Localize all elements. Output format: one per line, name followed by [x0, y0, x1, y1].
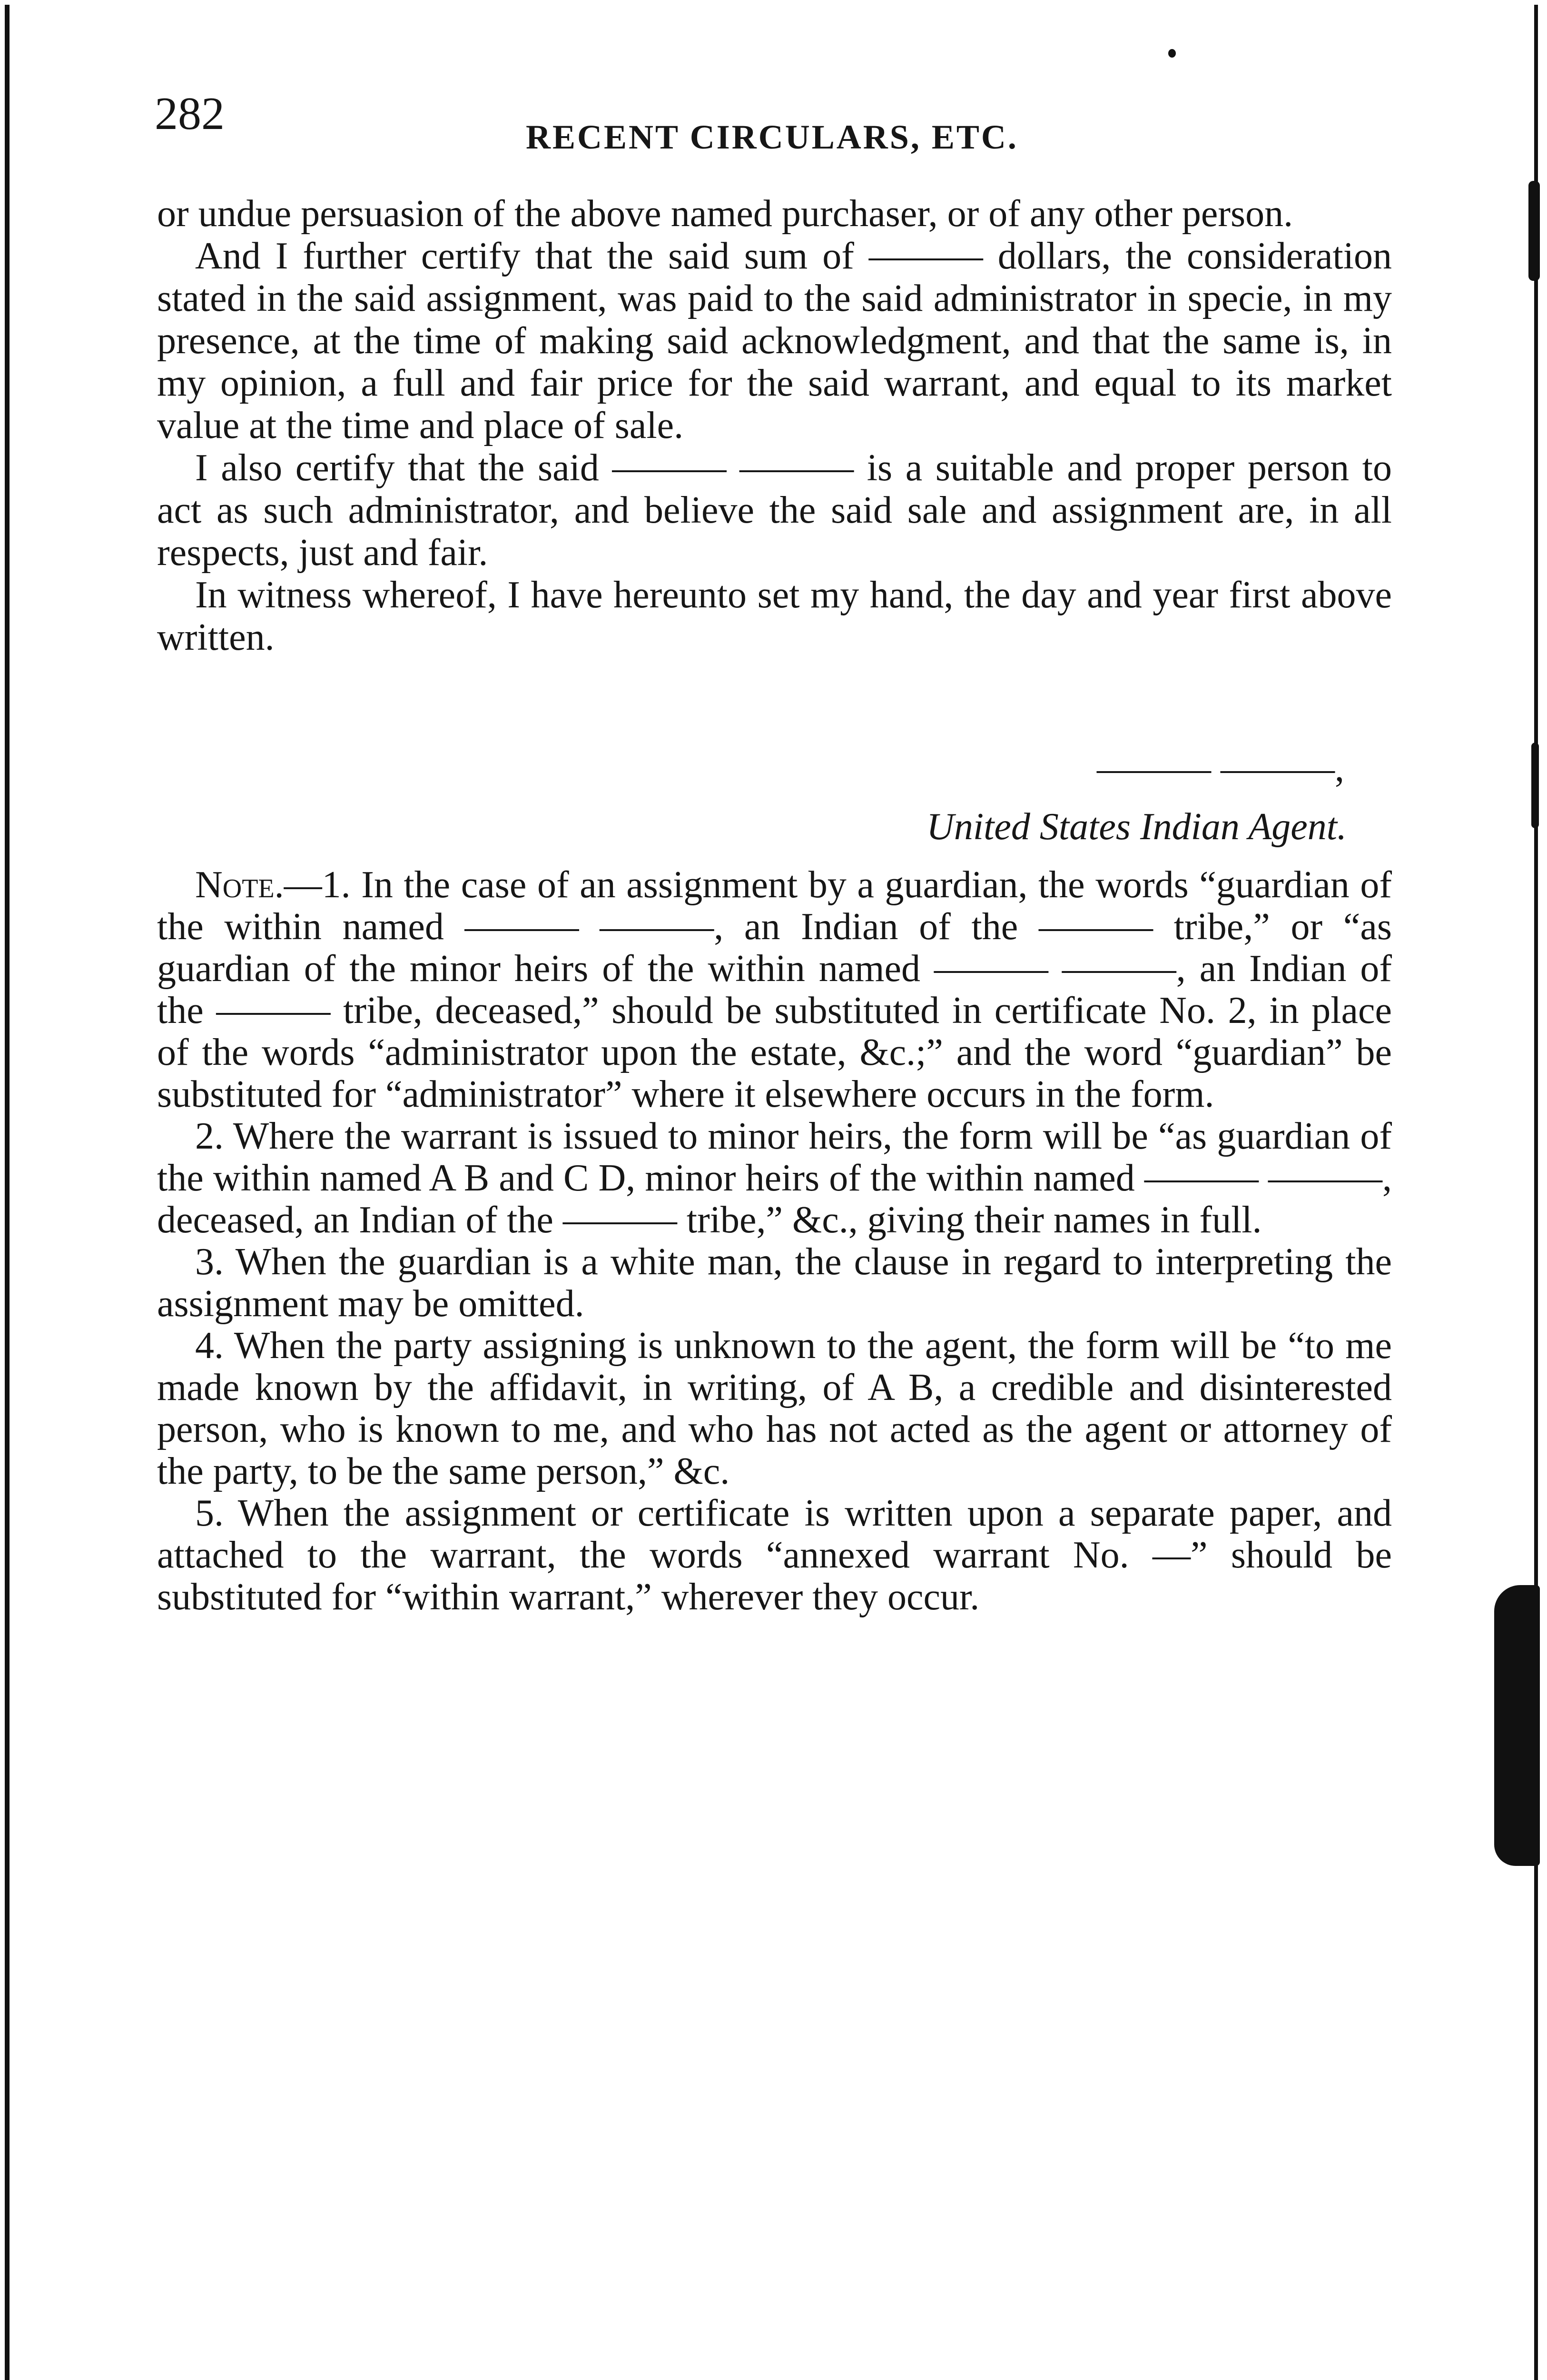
- paragraph-witness: In witness whereof, I have hereunto set my hand, the day and year first above written.: [157, 574, 1392, 658]
- note-3: 3. When the guardian is a white man, the clause in regard to interpreting the assignment may be omitted.: [157, 1241, 1392, 1325]
- ink-dot-top: [1168, 49, 1176, 58]
- signature-block: [866, 750, 1389, 846]
- page-number: 282: [155, 88, 225, 139]
- note-2: 2. Where the warrant is issued to minor heirs, the form will be “as guardian of the within named A B and C D, minor heirs of the within named ——— ———, deceased, an Indian of the ——— tribe,” &c., giving their names in full.: [157, 1115, 1392, 1241]
- note-1: [157, 864, 1392, 1115]
- page-header: [155, 90, 1397, 162]
- binding-mark-lower: [1494, 1585, 1540, 1866]
- note-1-text: —1. In the case of an assignment by a guardian, the words “guardian of the within named ——— ———, an Indian of the ——— tribe,” or “as guardian of the minor heirs of the within named ——— ———, an Indian of the ——— tribe, deceased,” should be substituted in certificate No. 2, in place of the words “administrator upon the estate, &c.;” and the word “guardian” be substituted for “administrator” where it elsewhere occurs in the form.: [157, 864, 1392, 1115]
- signature-title: United States Indian Agent.: [926, 806, 1347, 848]
- paragraph-suitability: I also certify that the said ——— ——— is a suitable and proper person to act as such administrator, and believe the said sale and assignment are, in all respects, just and fair.: [157, 447, 1392, 574]
- certificate-body: [157, 193, 1392, 659]
- note-4: 4. When the party assigning is unknown to the agent, the form will be “to me made known by the affidavit, in writing, of A B, a credible and disinterested person, who is known to me, and who has not acted as the agent or attorney of the party, to be the same person,” &c.: [157, 1325, 1392, 1492]
- paragraph-consideration: And I further certify that the said sum of ——— dollars, the consideration stated in the said assignment, was paid to the said administrator in specie, in my presence, at the time of making said acknowledgment, and that the same is, in my opinion, a full and fair price for the said warrant, and equal to its market value at the time and place of sale.: [157, 235, 1392, 446]
- binding-mark-top: [1528, 181, 1540, 281]
- note-label: Note.: [195, 864, 284, 906]
- paragraph-continuation: or undue persuasion of the above named purchaser, or of any other person.: [157, 193, 1293, 235]
- signature-blanks: ——— ———,: [1097, 748, 1344, 790]
- running-head: RECENT CIRCULARS, ETC.: [526, 118, 1018, 156]
- notes-section: [157, 864, 1392, 1618]
- note-5: 5. When the assignment or certificate is written upon a separate paper, and attached to the warrant, the words “annexed warrant No. —” should be substituted for “within warrant,” wherever they occur.: [157, 1492, 1392, 1618]
- binding-mark-middle: [1531, 743, 1539, 828]
